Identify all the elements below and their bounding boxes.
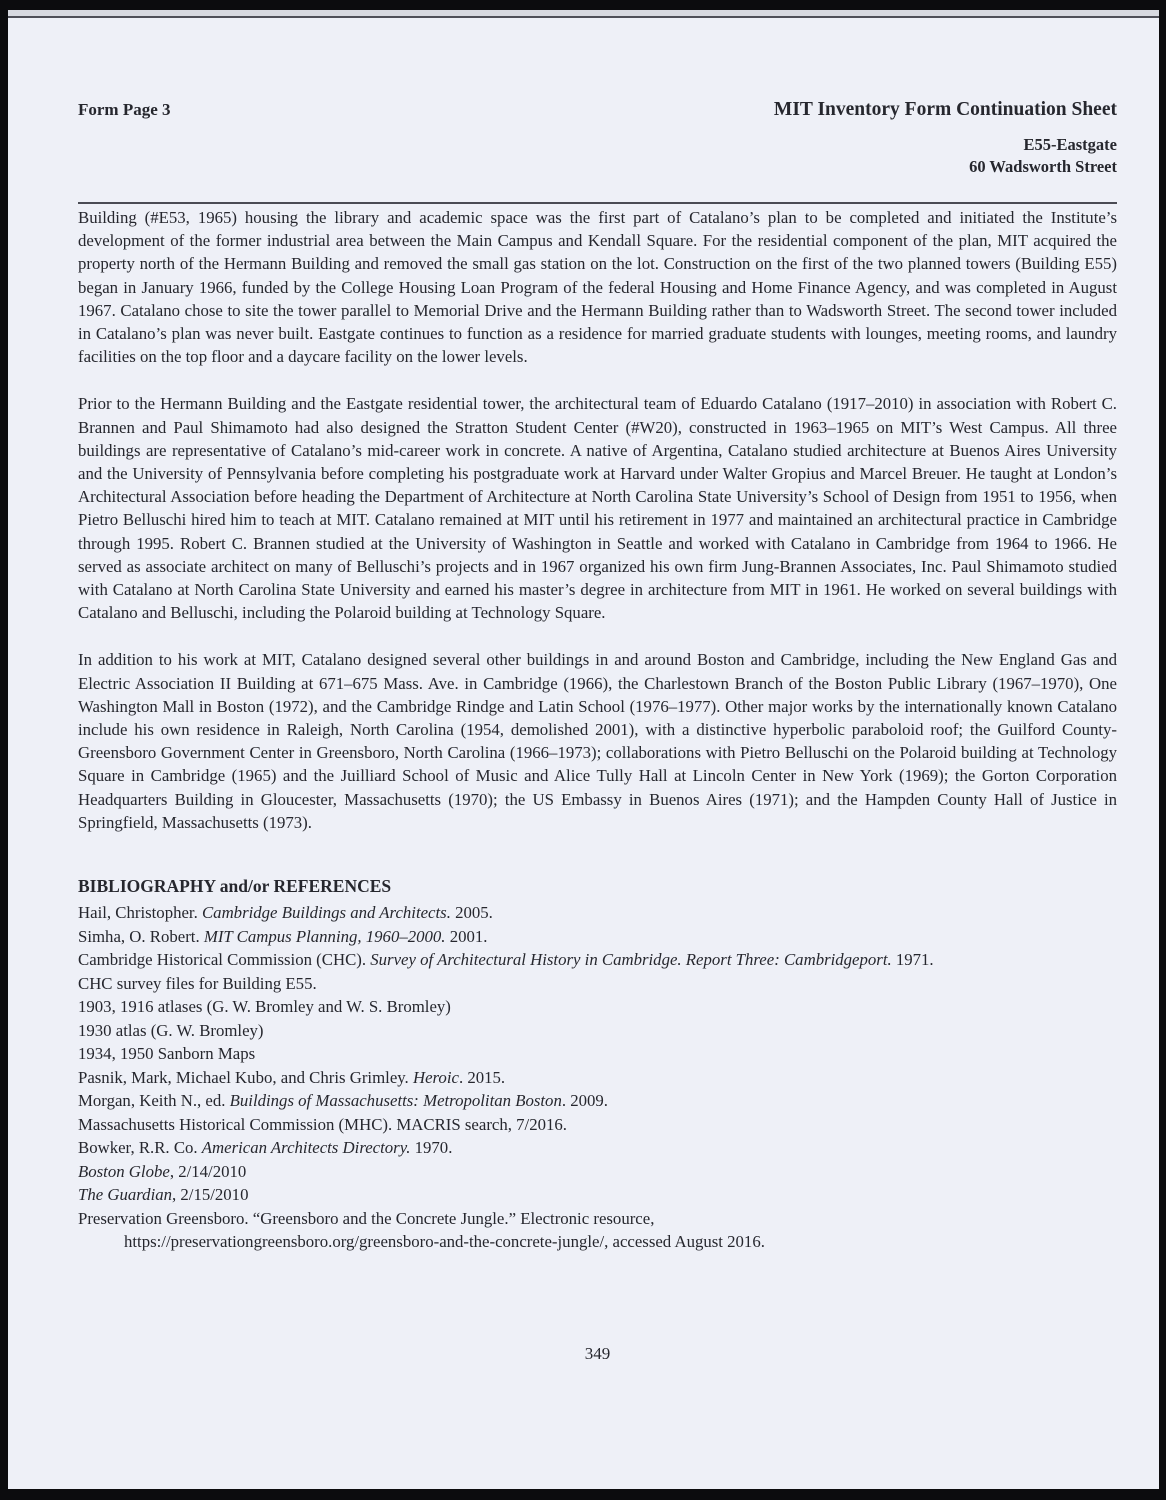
bibliography-entry: [78, 1113, 1117, 1137]
bibliography-entry-segment: The Guardian: [78, 1185, 173, 1205]
bibliography-entry: [78, 901, 1117, 925]
bibliography-entry: [78, 1042, 1117, 1066]
bibliography-heading: BIBLIOGRAPHY and/or REFERENCES: [78, 876, 392, 897]
building-name: E55-Eastgate: [1023, 135, 1117, 154]
body-paragraph: Building (#E53, 1965) housing the library and academic space was the first part of Catalano’s plan to be completed and initiated the Institute’s development of the former industrial area between the Main Campus and Kendall Square. For the residential component of the plan, MIT acquired the property north of the Hermann Building and removed the small gas station on the lot. Construction on the first of the two planned towers (Building E55) began in January 1966, funded by the College Housing Loan Program of the federal Housing and Home Finance Agency, and was completed in August 1967. Catalano chose to site the tower parallel to Memorial Drive and the Hermann Building rather than to Wadsworth Street. The second tower included in Catalano’s plan was never built. Eastgate continues to function as a residence for married graduate students with lounges, meeting rooms, and laundry facilities on the top floor and a daycare facility on the lower levels.: [78, 208, 1117, 367]
bibliography-entry: [78, 948, 1117, 972]
bibliography-entry-segment: Buildings of Massachusetts: Metropolitan Boston: [229, 1091, 562, 1111]
bibliography-entry-segment: 1934, 1950 Sanborn Maps: [78, 1044, 256, 1064]
bibliography-entry-segment: 1970.: [410, 1138, 453, 1158]
bibliography-entry-segment: 1930 atlas (G. W. Bromley): [78, 1020, 264, 1040]
building-identifier-block: [78, 134, 1117, 178]
page-header: [78, 98, 1117, 122]
bibliography-entry-segment: . 2015.: [458, 1067, 506, 1087]
form-page-label: Form Page 3: [78, 100, 171, 119]
page-content: [8, 18, 1159, 1489]
bibliography-entry-segment: . 2009.: [561, 1091, 608, 1111]
bibliography-entry-segment: Pasnik, Mark, Michael Kubo, and Chris Grimley.: [78, 1067, 413, 1087]
bibliography-entry-segment: Morgan, Keith N., ed.: [78, 1091, 230, 1111]
bibliography-entry: [78, 1183, 1117, 1207]
bibliography-entry: [78, 1160, 1117, 1184]
bibliography-entry-segment: Heroic: [412, 1067, 459, 1087]
bibliography-entry-segment: American Architects Directory.: [201, 1138, 411, 1158]
bibliography-entry: [78, 1230, 1117, 1254]
bibliography-entry-segment: MIT Campus Planning, 1960–2000.: [203, 926, 446, 946]
bibliography-entry-segment: Bowker, R.R. Co.: [78, 1138, 202, 1158]
bibliography-entry-segment: , 2/15/2010: [172, 1185, 249, 1205]
bibliography-entry: [78, 1207, 1117, 1231]
bibliography-entry-segment: , 2/14/2010: [169, 1161, 247, 1181]
page-number: 349: [584, 1343, 611, 1363]
bibliography-list: [78, 901, 1117, 1254]
bibliography-entry-segment: Preservation Greensboro. “Greensboro and the Concrete Jungle.” Electronic resource,: [78, 1208, 655, 1228]
bibliography-entry-segment: Simha, O. Robert.: [78, 926, 204, 946]
document-page: [8, 16, 1159, 1489]
bibliography-entry: [78, 1136, 1117, 1160]
bibliography-entry: [78, 972, 1117, 996]
body-paragraph: Prior to the Hermann Building and the Eastgate residential tower, the architectural team of Eduardo Catalano (1917–2010) in association with Robert C. Brannen and Paul Shimamoto had also designed the Stratton Student Center (#W20), constructed in 1963–1965 on MIT’s West Campus. All three buildings are representative of Catalano’s mid-career work in concrete. A native of Argentina, Catalano studied architecture at Buenos Aires University and the University of Pennsylvania before completing his postgraduate work at Harvard under Walter Gropius and Marcel Breuer. He taught at London’s Architectural Association before heading the Department of Architecture at North Carolina State University’s School of Design from 1951 to 1956, when Pietro Belluschi hired him to teach at MIT. Catalano remained at MIT until his retirement in 1977 and maintained an architectural practice in Cambridge through 1995. Robert C. Brannen studied at the University of Washington in Seattle and worked with Catalano in Cambridge from 1964 to 1966. He served as associate architect on many of Belluschi’s projects and in 1967 organized his own firm Jung-Brannen Associates, Inc. Paul Shimamoto studied with Catalano at North Carolina State University and earned his master’s degree in architecture from MIT in 1961. He worked on several buildings with Catalano and Belluschi, including the Polaroid building at Technology Square.: [78, 394, 1117, 623]
header-divider: [78, 202, 1117, 204]
bibliography-entry-segment: Cambridge Historical Commission (CHC).: [78, 950, 371, 970]
bibliography-entry-segment: CHC survey files for Building E55.: [78, 973, 317, 993]
building-address: 60 Wadsworth Street: [969, 157, 1117, 176]
bibliography-entry-segment: 2001.: [445, 926, 488, 946]
bibliography-entry: [78, 1019, 1117, 1043]
bibliography-entry-segment: https://preservationgreensboro.org/greensboro-and-the-concrete-jungle/, accessed August 2016.: [124, 1232, 765, 1252]
bibliography-entry: [78, 925, 1117, 949]
bibliography-entry: [78, 1089, 1117, 1113]
bibliography-entry-segment: Massachusetts Historical Commission (MHC). MACRIS search, 7/2016.: [78, 1114, 567, 1134]
bibliography-entry-segment: Hail, Christopher.: [78, 903, 202, 923]
bibliography-entry-segment: 2005.: [450, 903, 493, 923]
bibliography-entry-segment: Boston Globe: [78, 1161, 170, 1181]
narrative-text: [78, 206, 1117, 834]
sheet-title: MIT Inventory Form Continuation Sheet: [773, 99, 1117, 120]
bibliography-entry: [78, 1066, 1117, 1090]
bibliography-entry-segment: Survey of Architectural History in Cambridge. Report Three: Cambridgeport.: [370, 950, 892, 970]
body-paragraph: In addition to his work at MIT, Catalano designed several other buildings in and around Boston and Cambridge, including the New England Gas and Electric Association II Building at 671–675 Mass. Ave. in Cambridge (1966), the Charlestown Branch of the Boston Public Library (1967–1970), One Washington Mall in Boston (1972), and the Cambridge Rindge and Latin School (1976–1977). Other major works by the internationally known Catalano include his own residence in Raleigh, North Carolina (1954, demolished 2001), with a distinctive hyperbolic paraboloid roof; the Guilford County-Greensboro Government Center in Greensboro, North Carolina (1966–1973); collaborations with Pietro Belluschi on the Polaroid building at Technology Square in Cambridge (1965) and the Juilliard School of Music and Alice Tully Hall at Lincoln Center in New York (1969); the Gorton Corporation Headquarters Building in Gloucester, Massachusetts (1970); the US Embassy in Buenos Aires (1971); and the Hampden County Hall of Justice in Springfield, Massachusetts (1973).: [78, 650, 1117, 832]
bibliography-entry-segment: 1971.: [891, 950, 934, 970]
bibliography-entry: [78, 995, 1117, 1019]
bibliography-entry-segment: 1903, 1916 atlases (G. W. Bromley and W. S. Bromley): [78, 997, 451, 1017]
bibliography-entry-segment: Cambridge Buildings and Architects.: [201, 903, 451, 923]
